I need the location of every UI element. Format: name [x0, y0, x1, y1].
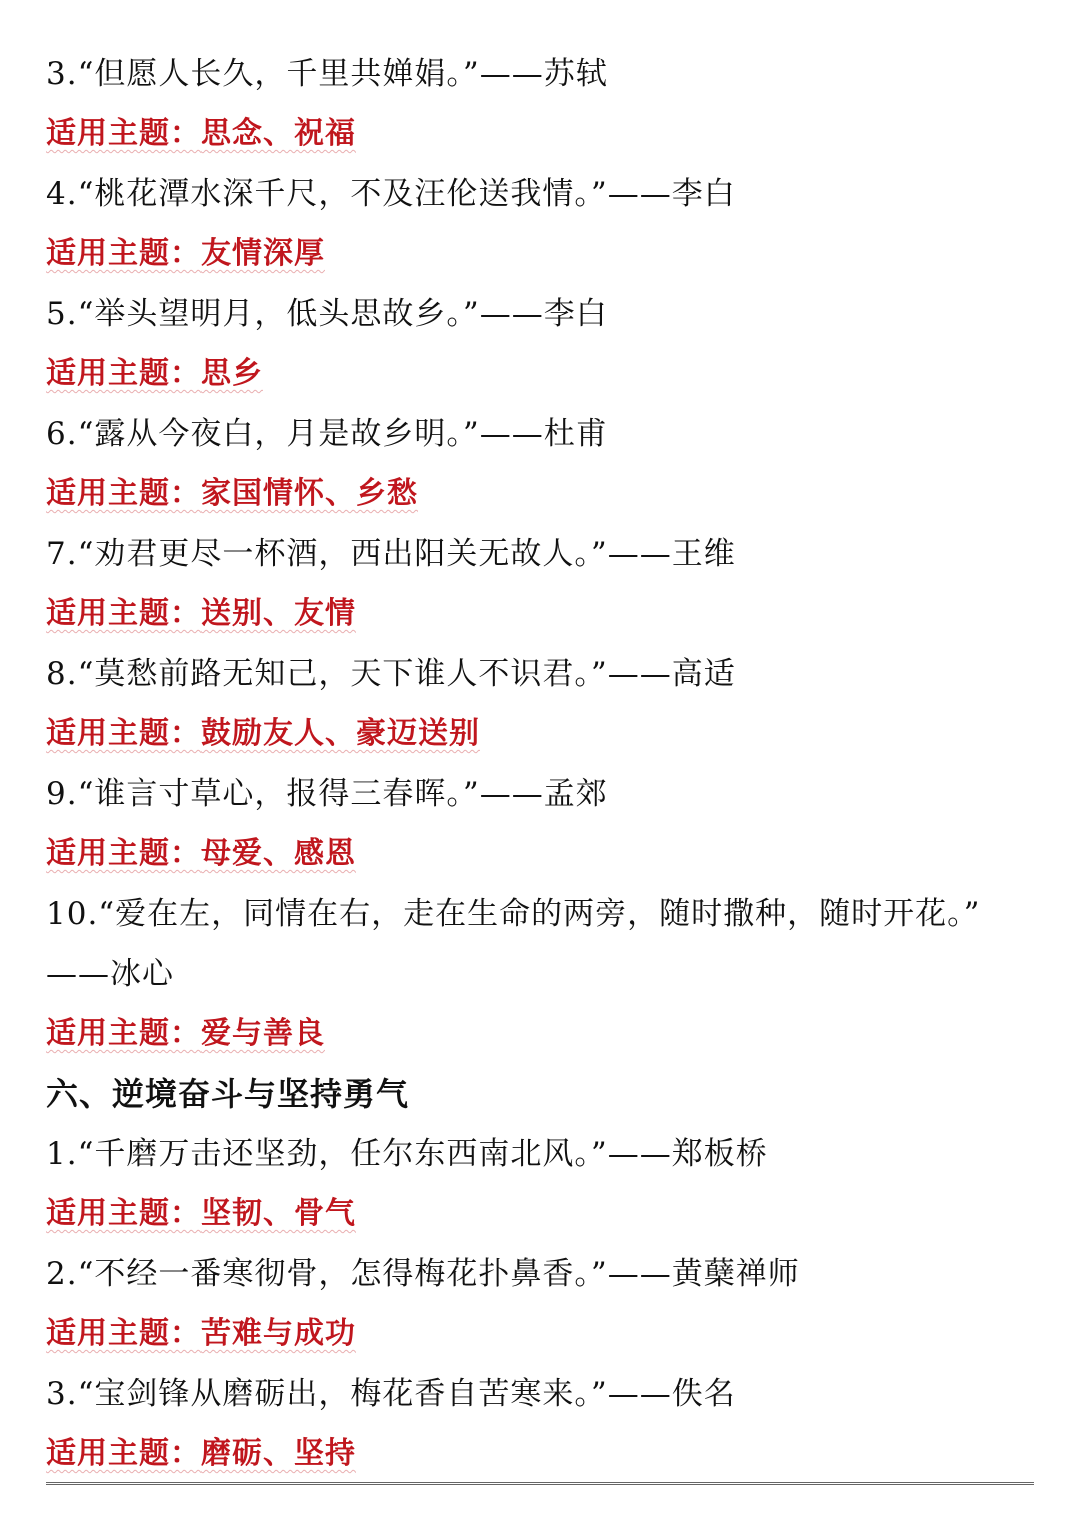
theme-label: 适用主题： [46, 116, 201, 151]
theme-value: 思念、祝福 [201, 116, 356, 151]
theme-value: 送别、友情 [201, 596, 356, 631]
section-heading: 六、逆境奋斗与坚持勇气 [46, 1075, 410, 1113]
theme-label: 适用主题： [46, 1196, 201, 1231]
quote-line: 10.“爱在左，同情在右，走在生命的两旁，随时撒种，随时开花。” [46, 896, 981, 932]
theme-line [46, 1304, 1046, 1364]
document-content [46, 44, 1046, 1484]
theme-line [46, 704, 1046, 764]
quote-line: 3.“但愿人长久，千里共婵娟。”——苏轼 [46, 56, 608, 92]
theme-label: 适用主题： [46, 836, 201, 871]
theme-value: 爱与善良 [201, 1016, 325, 1051]
theme-value: 磨砺、坚持 [201, 1436, 356, 1471]
theme-value: 坚韧、骨气 [201, 1196, 356, 1231]
theme-line [46, 1184, 1046, 1244]
quote-line: 5.“举头望明月，低头思故乡。”——李白 [46, 296, 608, 332]
theme-line [46, 1424, 1046, 1484]
theme-value: 思乡 [201, 356, 263, 391]
theme-label: 适用主题： [46, 1436, 201, 1471]
quote-line: 8.“莫愁前路无知己，天下谁人不识君。”——高适 [46, 656, 736, 692]
theme-line [46, 344, 1046, 404]
theme-label: 适用主题： [46, 716, 201, 751]
theme-label: 适用主题： [46, 356, 201, 391]
quote-line: 2.“不经一番寒彻骨，怎得梅花扑鼻香。”——黄蘖禅师 [46, 1256, 800, 1292]
theme-value: 苦难与成功 [201, 1316, 356, 1351]
theme-line [46, 1004, 1046, 1064]
theme-label: 适用主题： [46, 1016, 201, 1051]
quote-line: 4.“桃花潭水深千尺，不及汪伦送我情。”——李白 [46, 176, 736, 212]
theme-label: 适用主题： [46, 476, 201, 511]
theme-line [46, 824, 1046, 884]
theme-value: 鼓励友人、豪迈送别 [201, 716, 480, 751]
theme-value: 母爱、感恩 [201, 836, 356, 871]
theme-value: 友情深厚 [201, 236, 325, 271]
theme-label: 适用主题： [46, 1316, 201, 1351]
theme-line [46, 584, 1046, 644]
quote-line: 9.“谁言寸草心，报得三春晖。”——孟郊 [46, 776, 608, 812]
quote-line: 3.“宝剑锋从磨砺出，梅花香自苦寒来。”——佚名 [46, 1376, 736, 1412]
bottom-divider [46, 1482, 1034, 1487]
theme-line [46, 104, 1046, 164]
quote-line: ——冰心 [46, 956, 174, 992]
quote-line: 1.“千磨万击还坚劲，任尔东西南北风。”——郑板桥 [46, 1136, 768, 1172]
theme-value: 家国情怀、乡愁 [201, 476, 418, 511]
quote-line: 7.“劝君更尽一杯酒，西出阳关无故人。”——王维 [46, 536, 736, 572]
theme-label: 适用主题： [46, 596, 201, 631]
theme-line [46, 464, 1046, 524]
theme-line [46, 224, 1046, 284]
quote-line: 6.“露从今夜白，月是故乡明。”——杜甫 [46, 416, 608, 452]
theme-label: 适用主题： [46, 236, 201, 271]
